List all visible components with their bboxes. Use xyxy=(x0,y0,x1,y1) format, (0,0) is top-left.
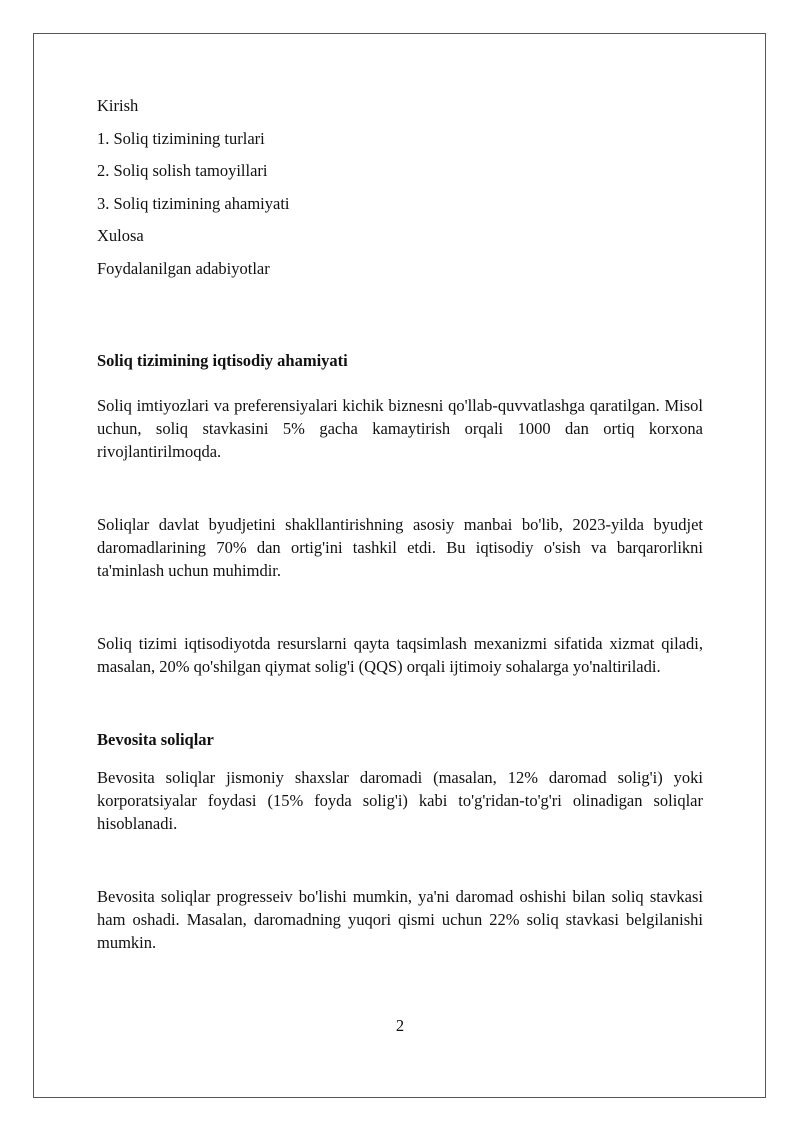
toc-item-intro: Kirish xyxy=(97,96,139,115)
toc-item-3: 3. Soliq tizimining ahamiyati xyxy=(97,193,290,213)
paragraph: Bevosita soliqlar progresseiv bo'lishi mumkin, ya'ni daromad oshishi bilan soliq stavkasi ham oshadi. Masalan, daromadning yuqori qismi uchun 22% soliq stavkasi belgilanishi mumkin. xyxy=(97,886,703,952)
paragraph: Soliq tizimi iqtisodiyotda resurslarni qayta taqsimlash mexanizmi sifatida xizmat qiladi, masalan, 20% qo'shilgan qiymat solig'i (QQS) orqali ijtimoiy sohalarga yo'naltiriladi. xyxy=(97,633,703,676)
section-heading-economic-importance: Soliq tizimining iqtisodiy ahamiyati xyxy=(97,350,348,370)
paragraph: Bevosita soliqlar jismoniy shaxslar daromadi (masalan, 12% daromad solig'i) yoki korporatsiyalar foydasi (15% foyda solig'i) kabi to'g'ridan-to'g'ri olinadigan soliqlar hisoblanadi. xyxy=(97,767,703,833)
document-body xyxy=(97,94,703,954)
page-number: 2 xyxy=(395,1016,405,1035)
table-of-contents xyxy=(97,94,703,280)
toc-item-2: 2. Soliq solish tamoyillari xyxy=(97,161,268,180)
paragraph: Soliq imtiyozlari va preferensiyalari kichik biznesni qo'llab-quvvatlashga qaratilgan. Misol uchun, soliq stavkasini 5% gacha kamaytirish orqali 1000 dan ortiq korxona rivojlantirilmoqda. xyxy=(97,395,703,461)
section-heading-direct-taxes: Bevosita soliqlar xyxy=(97,729,214,749)
paragraph: Soliqlar davlat byudjetini shakllantirishning asosiy manbai bo'lib, 2023-yilda byudjet daromadlarining 70% dan ortig'ini tashkil etdi. Bu iqtisodiy o'sish va barqarorlikni ta'minlash uchun muhimdir. xyxy=(97,514,703,580)
toc-item-1: 1. Soliq tizimining turlari xyxy=(97,128,265,148)
toc-item-references: Foydalanilgan adabiyotlar xyxy=(97,258,270,278)
toc-item-conclusion: Xulosa xyxy=(97,226,144,245)
